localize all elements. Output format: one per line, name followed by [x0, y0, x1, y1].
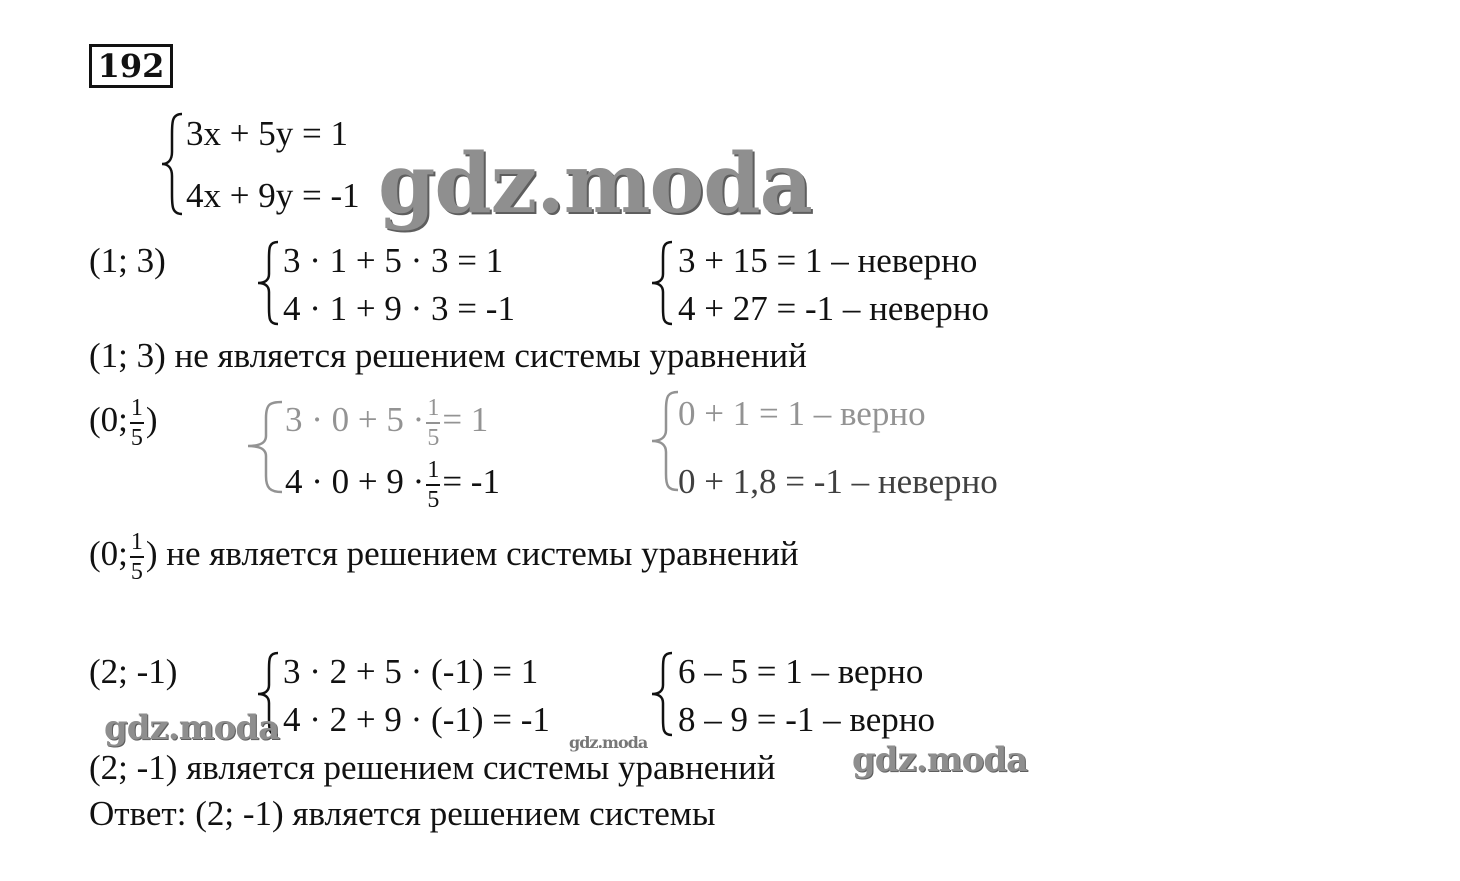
fraction-denominator: 5	[427, 487, 440, 513]
check2-sub2-fraction	[426, 458, 440, 512]
check3-substitution-2: 4 · 2 + 9 · (-1) = -1	[283, 700, 550, 739]
check2-point	[89, 396, 158, 450]
watermark-left: gdz.moda	[104, 708, 280, 748]
check2-conclusion-fraction	[130, 530, 144, 584]
watermark-main: gdz.moda	[378, 136, 812, 232]
fraction-numerator: 1	[426, 458, 440, 486]
check2-sub1-suffix: = 1	[442, 400, 489, 440]
check1-result-1: 3 + 15 = 1 – неверно	[678, 241, 978, 280]
fraction-numerator: 1	[130, 530, 144, 558]
check1-sub-brace	[256, 240, 280, 326]
check1-point: (1; 3)	[89, 241, 166, 280]
system-equation-1: 3x + 5y = 1	[186, 114, 348, 153]
check2-sub1-prefix: 3 · 0 + 5 ·	[285, 400, 425, 440]
check3-conclusion: (2; -1) является решением системы уравнений	[89, 748, 776, 787]
answer-line: Ответ: (2; -1) является решением системы	[89, 794, 716, 833]
watermark-center: gdz.moda	[569, 733, 648, 752]
check2-point-prefix: (0;	[89, 400, 128, 440]
check2-sub2-suffix: = -1	[442, 462, 500, 502]
fraction-denominator: 5	[130, 559, 143, 585]
watermark-right: gdz.moda	[852, 740, 1028, 780]
check2-substitution-2	[285, 458, 500, 512]
check2-point-fraction	[130, 396, 144, 450]
check3-result-brace	[650, 651, 674, 737]
task-number: 192	[89, 44, 173, 88]
check2-result-1: 0 + 1 = 1 – верно	[678, 394, 926, 433]
check2-conclusion-prefix: (0;	[89, 534, 128, 574]
check3-result-2: 8 – 9 = -1 – верно	[678, 700, 935, 739]
system-equation-2: 4x + 9y = -1	[186, 176, 360, 215]
check2-substitution-1	[285, 396, 488, 450]
fraction-denominator: 5	[427, 425, 440, 451]
fraction-numerator: 1	[426, 396, 440, 424]
check1-result-brace	[650, 240, 674, 326]
check2-conclusion-suffix: ) не является решением системы уравнений	[145, 534, 799, 574]
check3-result-1: 6 – 5 = 1 – верно	[678, 652, 924, 691]
check2-sub-brace	[244, 398, 284, 494]
check2-sub2-prefix: 4 · 0 + 9 ·	[285, 462, 425, 502]
check2-result-brace	[650, 388, 680, 494]
check1-conclusion: (1; 3) не является решением системы уравнений	[89, 336, 807, 375]
check1-result-2: 4 + 27 = -1 – неверно	[678, 289, 989, 328]
check1-substitution-2: 4 · 1 + 9 · 3 = -1	[283, 289, 515, 328]
check2-result-2: 0 + 1,8 = -1 – неверно	[678, 462, 998, 501]
check3-substitution-1: 3 · 2 + 5 · (-1) = 1	[283, 652, 539, 691]
system-brace	[160, 112, 184, 216]
check2-conclusion	[89, 530, 799, 584]
check3-point: (2; -1)	[89, 652, 178, 691]
check1-substitution-1: 3 · 1 + 5 · 3 = 1	[283, 241, 504, 280]
fraction-numerator: 1	[130, 396, 144, 424]
check2-point-suffix: )	[145, 400, 158, 440]
check2-sub1-fraction	[426, 396, 440, 450]
fraction-denominator: 5	[130, 425, 143, 451]
